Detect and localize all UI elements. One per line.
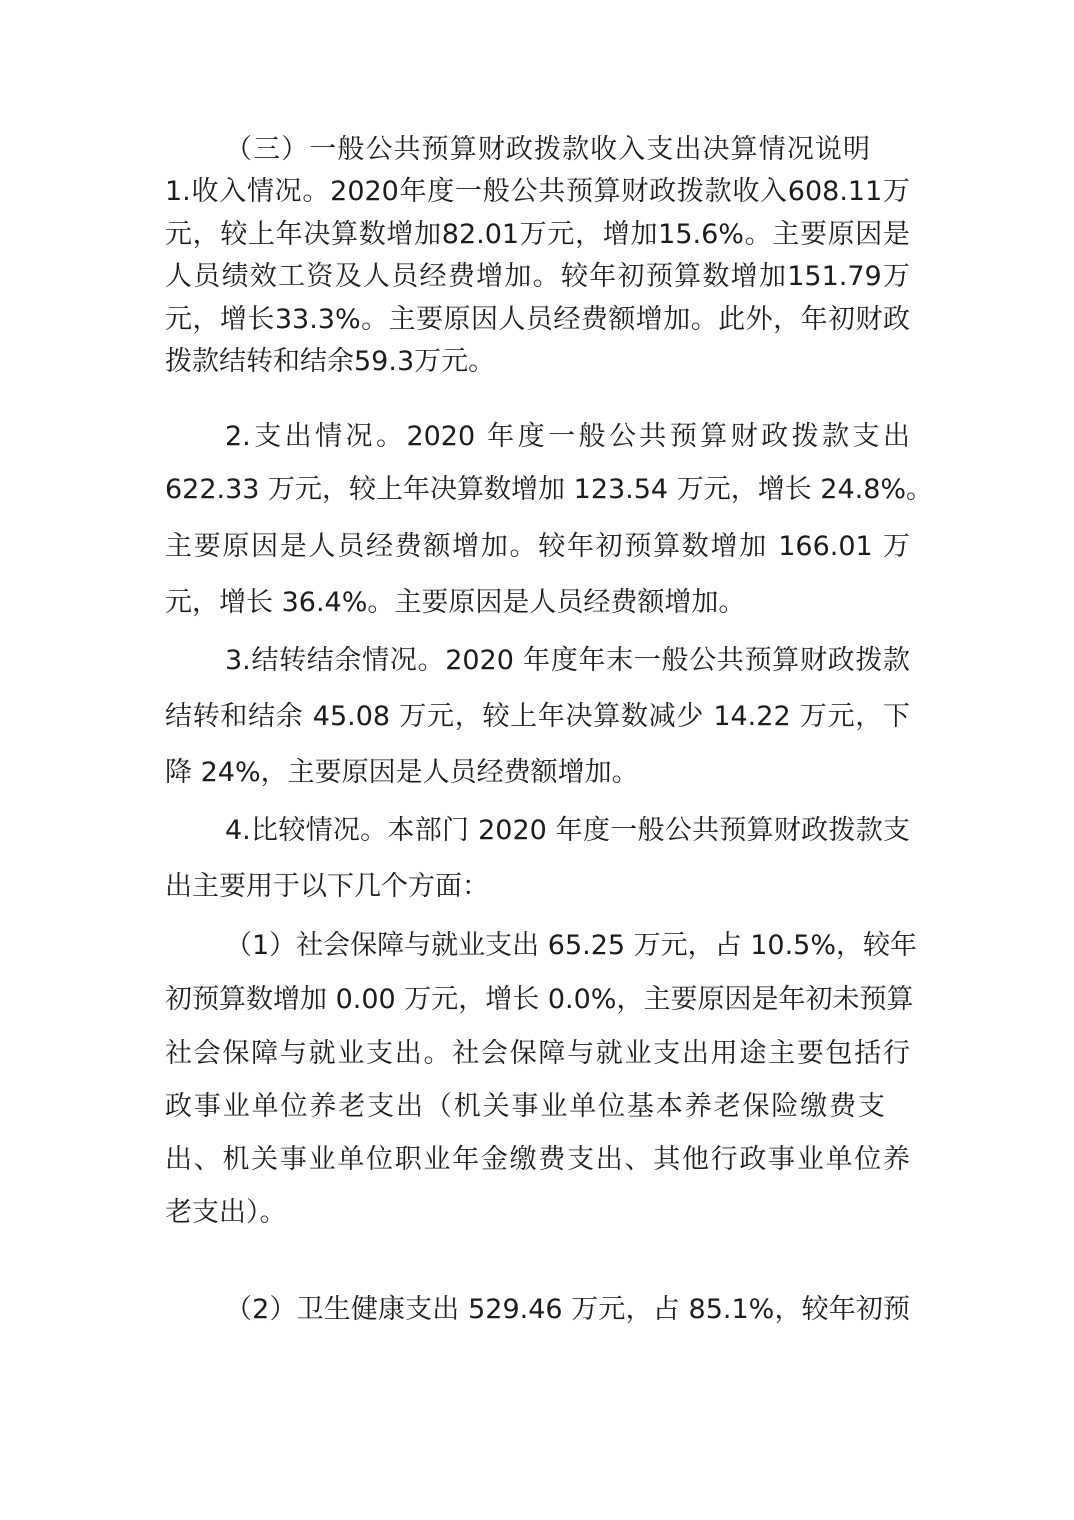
text-line: 出主要用于以下几个方面： [165, 871, 489, 902]
text-line: 社会保障与就业支出。社会保障与就业支出用途主要包括行 [165, 1038, 910, 1069]
text-line: 主要原因是人员经费额增加。较年初预算数增加 166.01 万 [165, 531, 910, 562]
text-line: 出、机关事业单位职业年金缴费支出、其他行政事业单位养 [165, 1144, 910, 1175]
text-line: 老支出）。 [165, 1197, 287, 1228]
text-line: 人员绩效工资及人员经费增加。较年初预算数增加151.79万 [165, 261, 910, 292]
text-line: （2）卫生健康支出 529.46 万元，占 85.1%，较年初预 [225, 1294, 910, 1325]
text-line: （1）社会保障与就业支出 65.25 万元，占 10.5%，较年 [225, 930, 917, 961]
text-line: 元，较上年决算数增加82.01万元，增加15.6%。主要原因是 [165, 219, 910, 250]
text-line: 降 24%，主要原因是人员经费额增加。 [165, 757, 639, 788]
section-heading: （三）一般公共预算财政拨款收入支出决算情况说明 [225, 134, 870, 165]
text-line: 初预算数增加 0.00 万元，增长 0.0%，主要原因是年初未预算 [165, 984, 914, 1015]
text-line: 1.收入情况。2020年度一般公共预算财政拨款收入608.11万 [165, 176, 910, 207]
text-line: 结转和结余 45.08 万元，较上年决算数减少 14.22 万元，下 [165, 701, 910, 732]
text-line: 2.支出情况。2020 年度一般公共预算财政拨款支出 [225, 421, 910, 452]
text-line: 元，增长33.3%。主要原因人员经费额增加。此外，年初财政 [165, 304, 910, 335]
text-line: 622.33 万元，较上年决算数增加 123.54 万元，增长 24.8%。 [165, 474, 934, 505]
text-line: 拨款结转和结余59.3万元。 [165, 346, 496, 377]
text-line: 4.比较情况。本部门 2020 年度一般公共预算财政拨款支 [225, 815, 910, 846]
text-line: 政事业单位养老支出（机关事业单位基本养老保险缴费支 [165, 1091, 885, 1122]
text-line: 3.结转结余情况。2020 年度年末一般公共预算财政拨款 [225, 645, 910, 676]
text-line: 元，增长 36.4%。主要原因是人员经费额增加。 [165, 587, 746, 618]
